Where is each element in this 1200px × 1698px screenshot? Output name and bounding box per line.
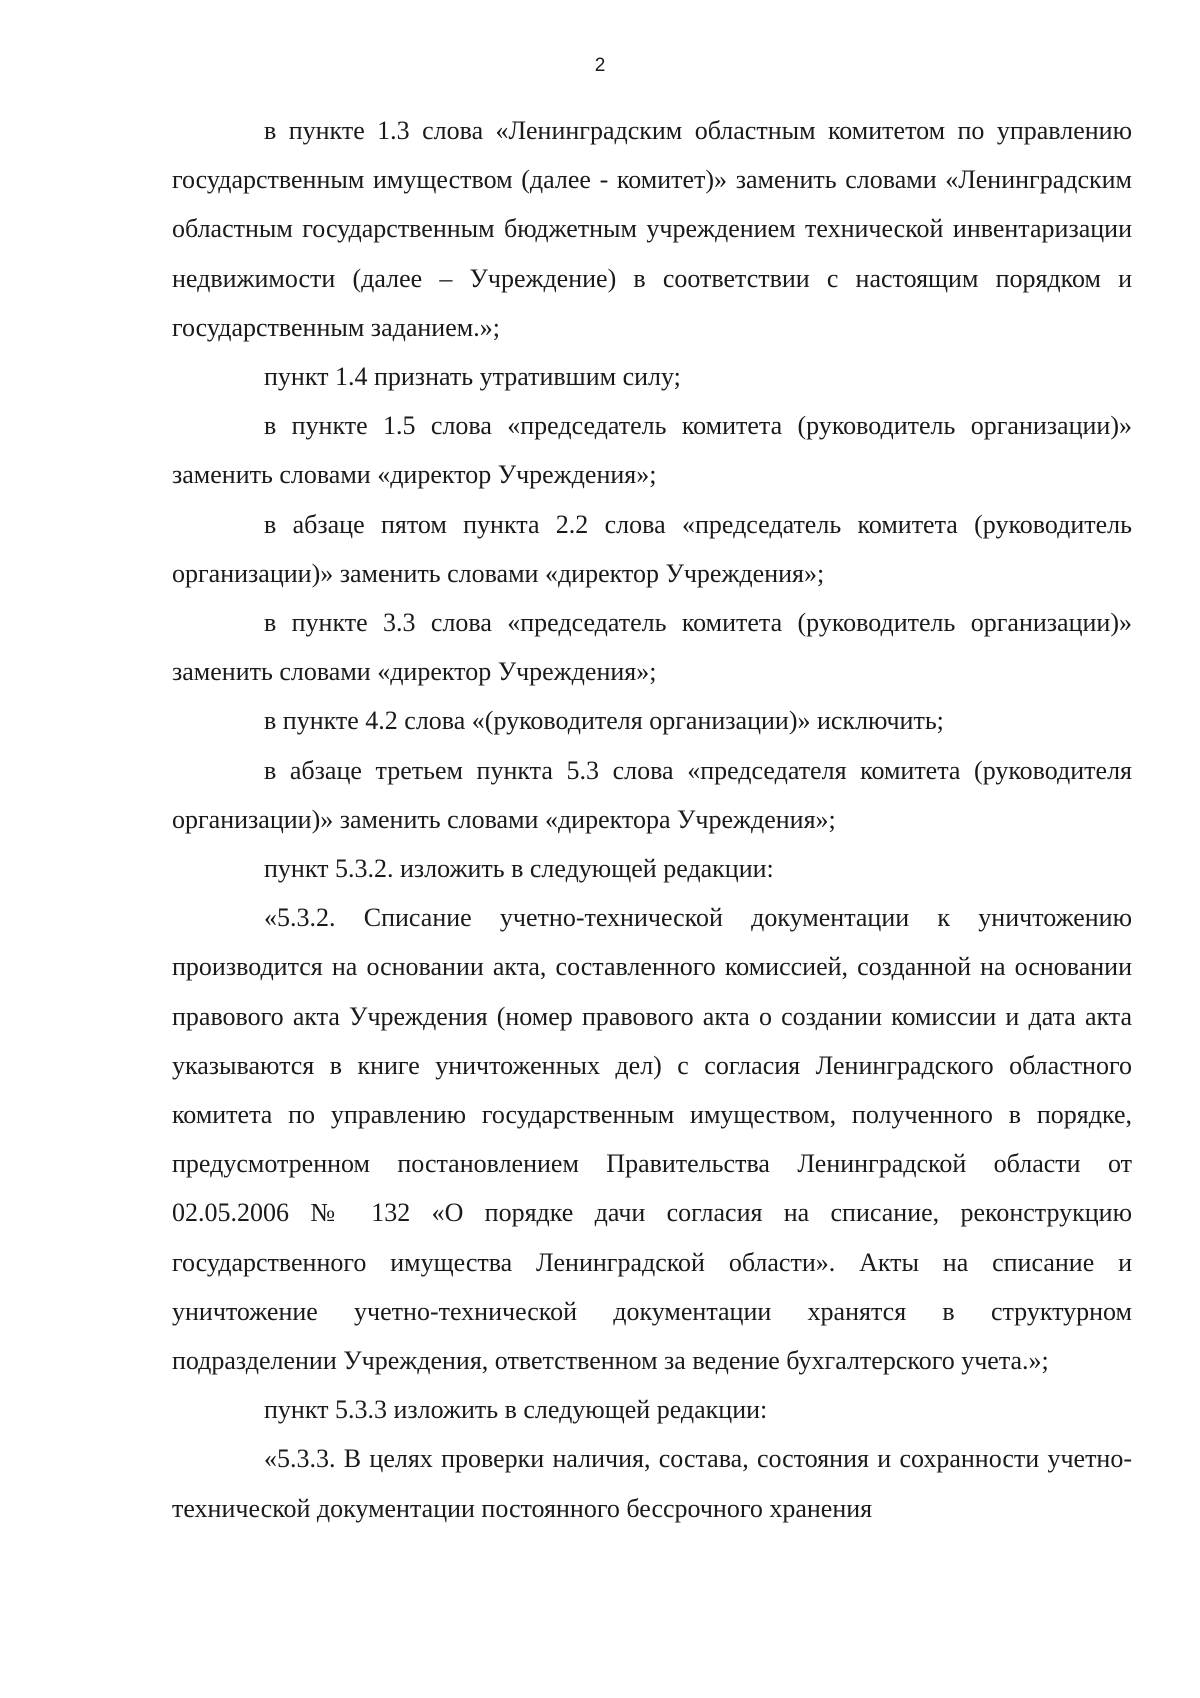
document-body (172, 106, 1132, 1533)
paragraph-point-5-3: в абзаце третьем пункта 5.3 слова «председателя комитета (руководителя организации)» заменить словами «директора Учреждения»; (172, 755, 1132, 834)
paragraph-point-1-5: в пункте 1.5 слова «председатель комитета (руководитель организации)» заменить словами «директор Учреждения»; (172, 411, 1132, 490)
paragraph-point-1-4: пункт 1.4 признать утратившим силу; (264, 362, 681, 392)
page-number: 2 (594, 55, 606, 76)
paragraph-point-2-2: в абзаце пятом пункта 2.2 слова «председатель комитета (руководитель организации)» заменить словами «директор Учреждения»; (172, 509, 1132, 588)
paragraph-point-3-3: в пункте 3.3 слова «председатель комитета (руководитель организации)» заменить словами «директор Учреждения»; (172, 608, 1132, 687)
paragraph-point-5-3-2-text: «5.3.2. Списание учетно-технической документации к уничтожению производится на основании акта, составленного комиссией, созданной на основании правового акта Учреждения (номер правового акта о создании комиссии и дата акта указываются в книге уничтоженных дел) с согласия Ленинградского областного комитета по управлению государственным имуществом, полученного в порядке, предусмотренном постановлением Правительства Ленинградской области от 02.05.2006 № 132 «О порядке дачи согласия на списание, реконструкцию государственного имущества Ленинградской области». Акты на списание и уничтожение учетно-технической документации хранятся в структурном подразделении Учреждения, ответственном за ведение бухгалтерского учета.»; (172, 903, 1132, 1376)
paragraph-point-5-3-3-intro: пункт 5.3.3 изложить в следующей редакции: (264, 1395, 768, 1425)
paragraph-point-4-2: в пункте 4.2 слова «(руководителя организации)» исключить; (264, 706, 944, 736)
paragraph-point-1-3: в пункте 1.3 слова «Ленинградским областным комитетом по управлению государственным имуществом (далее - комитет)» заменить словами «Ленинградским областным государственным бюджетным учреждением технической инвентаризации недвижимости (далее – Учреждение) в соответствии с настоящим порядком и государственным заданием.»; (172, 116, 1132, 342)
paragraph-point-5-3-2-intro: пункт 5.3.2. изложить в следующей редакции: (264, 854, 774, 884)
paragraph-point-5-3-3-text: «5.3.3. В целях проверки наличия, состава, состояния и сохранности учетно-технической документации постоянного бессрочного хранения (172, 1444, 1132, 1523)
